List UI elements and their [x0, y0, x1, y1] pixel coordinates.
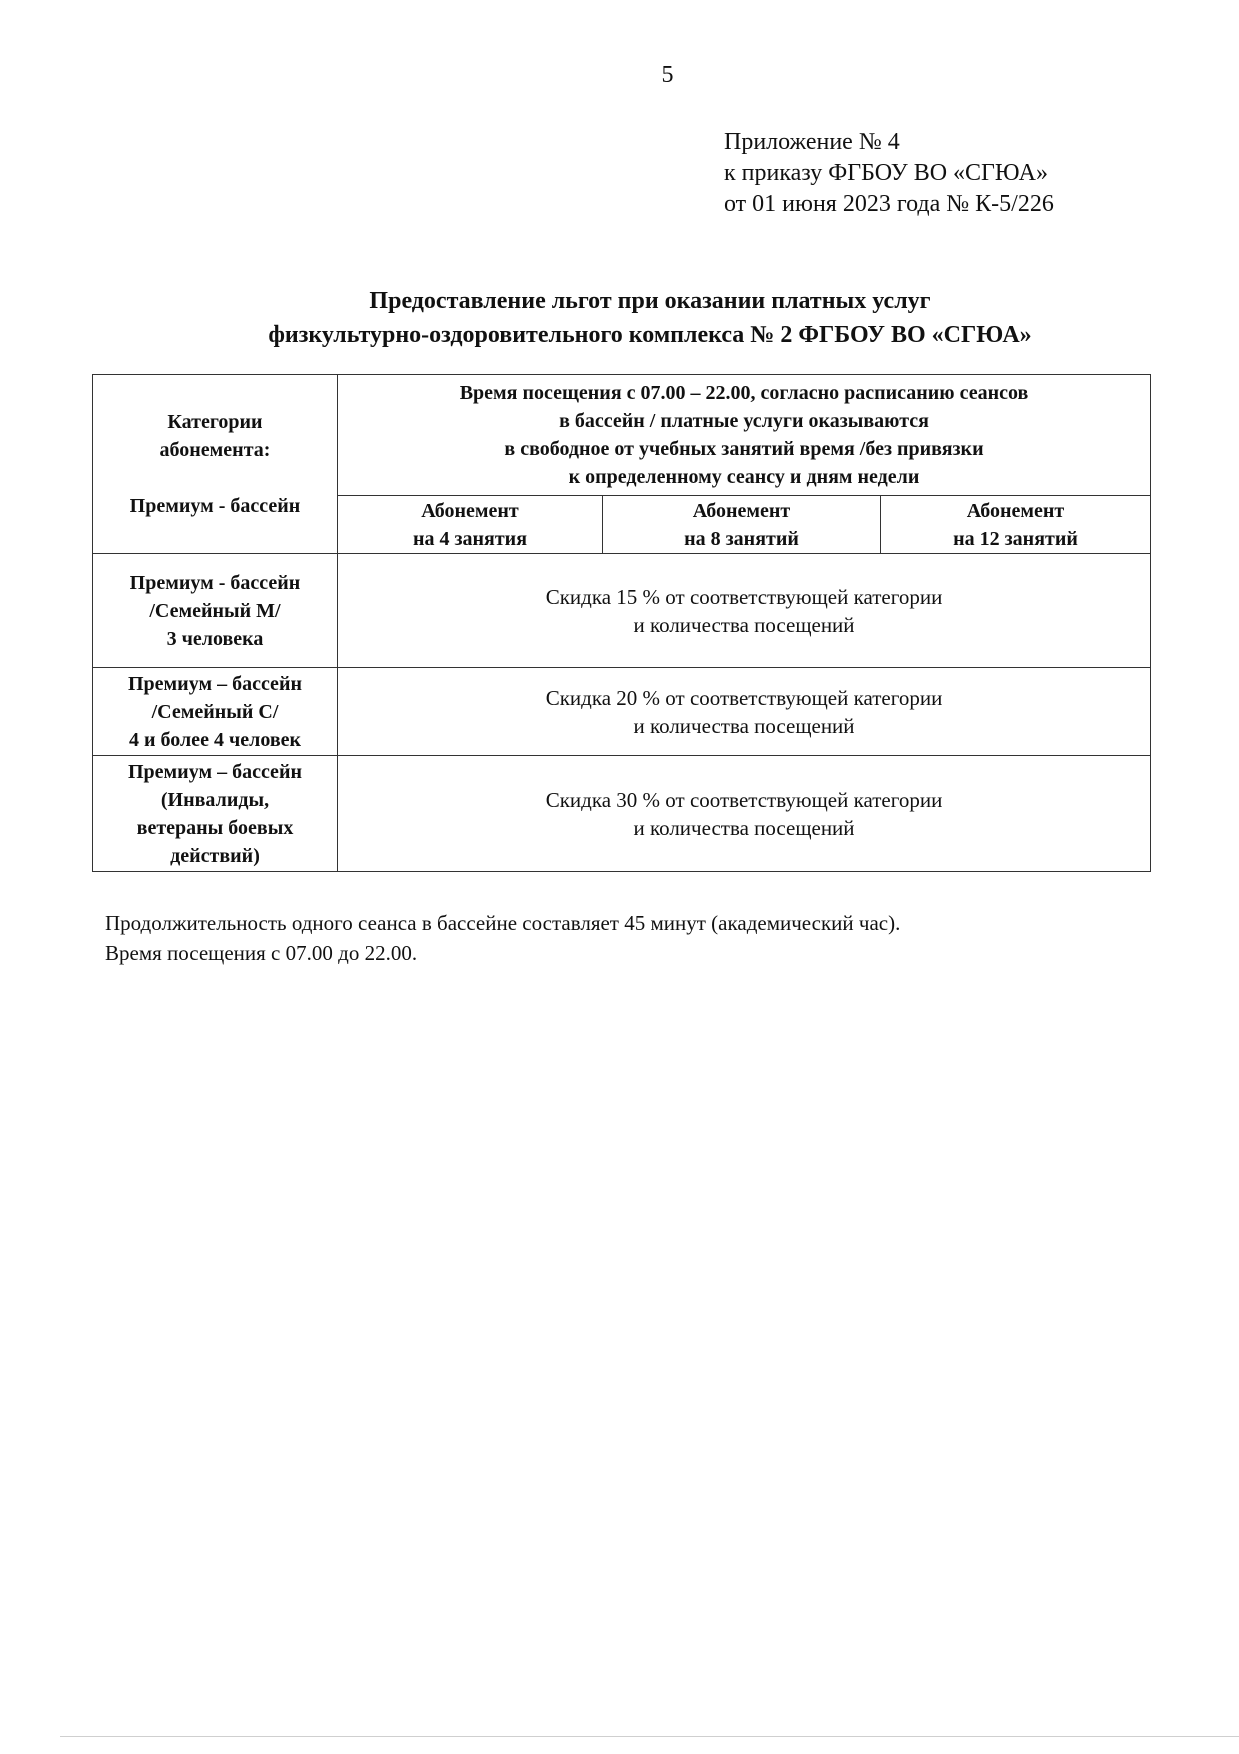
category-header-line-3: Премиум - бассейн — [129, 495, 301, 517]
appendix-reference — [724, 127, 1054, 220]
category-cell — [93, 554, 338, 668]
subscription-4-cell — [338, 496, 603, 554]
discount-line: Скидка 30 % от соответствующей категории — [545, 787, 943, 812]
table-row — [93, 668, 1151, 756]
subscription-12-cell — [881, 496, 1151, 554]
subscription-8-line-2: на 8 занятий — [684, 527, 799, 550]
subscription-12-line-2: на 12 занятий — [953, 527, 1078, 550]
footer-notes — [105, 908, 900, 968]
category-line: Премиум – бассейн — [128, 672, 302, 695]
session-duration-note: Продолжительность одного сеанса в бассейне составляет 45 минут (академический час). — [105, 911, 901, 935]
category-line: (Инвалиды, — [160, 788, 270, 811]
category-header-line-2: абонемента: — [159, 439, 271, 461]
scan-bottom-edge — [60, 1736, 1239, 1737]
discount-cell — [338, 668, 1151, 756]
category-header-line-1: Категории — [167, 411, 263, 433]
table-row — [93, 554, 1151, 668]
appendix-line-2: к приказу ФГБОУ ВО «СГЮА» — [724, 160, 1049, 186]
title-line-1: Предоставление льгот при оказании платных услуг — [369, 288, 931, 314]
category-header-cell — [93, 375, 338, 554]
category-line: Премиум – бассейн — [128, 760, 302, 783]
document-title — [90, 284, 1210, 352]
subscription-4-line-1: Абонемент — [421, 499, 519, 522]
discount-line: Скидка 15 % от соответствующей категории — [545, 584, 943, 609]
visit-time-note: Время посещения с 07.00 до 22.00. — [105, 941, 418, 965]
appendix-line-1: Приложение № 4 — [724, 129, 900, 155]
category-line: действий) — [170, 844, 260, 867]
benefits-table — [92, 374, 1151, 872]
discount-line: и количества посещений — [633, 713, 855, 738]
category-line: 3 человека — [166, 627, 264, 650]
subscription-8-line-1: Абонемент — [692, 499, 791, 522]
discount-line: Скидка 20 % от соответствующей категории — [545, 685, 943, 710]
visit-time-line-4: к определенному сеансу и дням недели — [568, 466, 920, 488]
category-line: 4 и более 4 человек — [128, 728, 302, 751]
visit-time-header-cell — [338, 375, 1151, 496]
discount-line: и количества посещений — [633, 815, 855, 840]
category-cell — [93, 756, 338, 872]
title-line-2: физкультурно-оздоровительного комплекса № 2 ФГБОУ ВО «СГЮА» — [268, 322, 1032, 348]
category-cell — [93, 668, 338, 756]
subscription-8-cell — [603, 496, 881, 554]
visit-time-line-3: в свободное от учебных занятий время /без привязки — [504, 438, 984, 460]
table-header-row — [93, 375, 1151, 496]
appendix-line-3: от 01 июня 2023 года № К-5/226 — [724, 191, 1054, 217]
table-row — [93, 756, 1151, 872]
discount-line: и количества посещений — [633, 612, 855, 637]
visit-time-line-1: Время посещения с 07.00 – 22.00, согласно расписанию сеансов — [459, 382, 1029, 404]
category-line: ветераны боевых — [136, 816, 294, 839]
subscription-12-line-1: Абонемент — [966, 499, 1065, 522]
category-line: /Семейный М/ — [149, 599, 281, 622]
discount-cell — [338, 756, 1151, 872]
discount-cell — [338, 554, 1151, 668]
category-line: Премиум - бассейн — [129, 571, 301, 594]
visit-time-line-2: в бассейн / платные услуги оказываются — [559, 410, 929, 432]
page-number: 5 — [661, 62, 674, 88]
subscription-4-line-2: на 4 занятия — [412, 527, 528, 550]
category-line: /Семейный С/ — [151, 700, 279, 723]
